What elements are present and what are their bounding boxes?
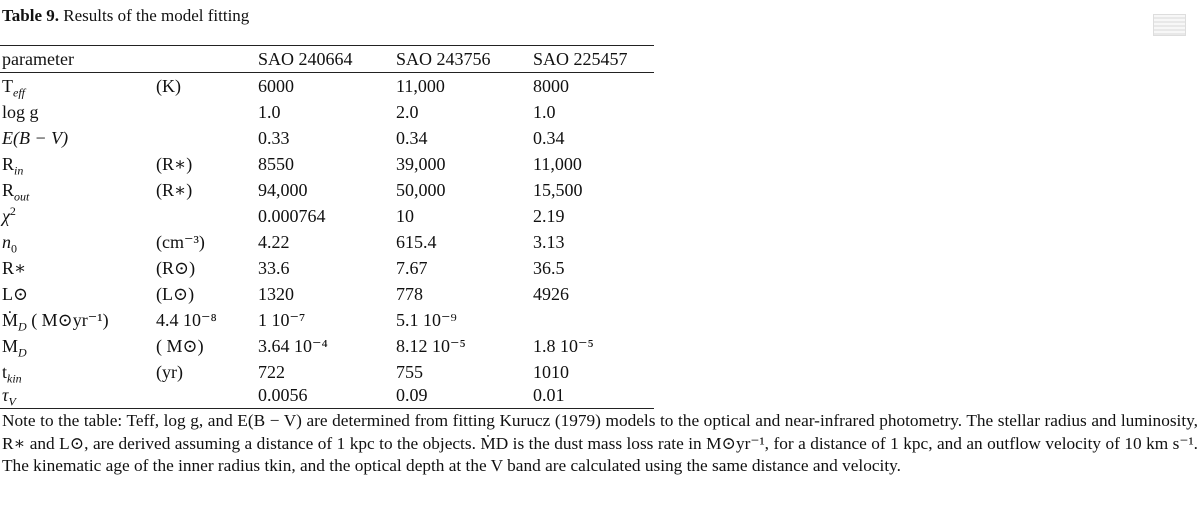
value-cell: 11,000	[533, 154, 582, 174]
table-row	[0, 99, 660, 125]
param-cell: L⊙	[2, 284, 29, 304]
table-row	[0, 151, 660, 177]
value-cell: 0.34	[533, 128, 565, 148]
table-title: Results of the model fitting	[63, 6, 250, 25]
value-cell: 94,000	[258, 180, 308, 200]
param-cell: $M_D$	[2, 336, 27, 360]
unit-cell: (cm⁻³)	[156, 232, 205, 252]
value-cell: 2.19	[533, 206, 565, 226]
value-cell: 2.0	[396, 102, 419, 122]
bottom-rule	[0, 408, 654, 409]
value-cell: 10	[396, 206, 414, 226]
table-row	[0, 203, 660, 229]
value-cell: 0.01	[533, 385, 565, 405]
value-cell: 778	[396, 284, 423, 304]
table-row	[0, 125, 660, 151]
value-cell: 615.4	[396, 232, 437, 252]
table-row	[0, 177, 660, 203]
value-cell: 15,500	[533, 180, 583, 200]
header-sao-225457: SAO 225457	[533, 49, 628, 69]
value-cell: 722	[258, 362, 285, 382]
unit-cell: (K)	[156, 76, 181, 96]
table-row	[0, 229, 660, 255]
header-sao-243756: SAO 243756	[396, 49, 491, 69]
value-cell: 3.64 10⁻⁴	[258, 336, 328, 356]
header-sao-240664: SAO 240664	[258, 49, 353, 69]
unit-cell: ( M⊙)	[156, 336, 204, 356]
value-cell: 8.12 10⁻⁵	[396, 336, 466, 356]
unit-cell: 4.4 10⁻⁸	[156, 310, 217, 330]
table-row	[0, 255, 660, 281]
table-note: Note to the table: Teff, log g, and E(B − V) are determined from fitting Kurucz (1979) models to the optical and near-infrared photometry. The stellar radius and luminosity, R∗ and L⊙, are derived assuming a distance of 1 kpc to the objects. ṀD is the dust mass loss rate in M⊙yr⁻¹, for a distance of 1 kpc, and an outflow velocity of 10 km s⁻¹. The kinematic age of the inner radius tkin, and the optical depth at the V band are calculated using the same distance and velocity.	[2, 411, 1198, 475]
table-caption	[2, 6, 249, 26]
value-cell: 8550	[258, 154, 294, 174]
value-cell: 7.67	[396, 258, 428, 278]
param-cell: $\chi^2$	[2, 204, 16, 226]
value-cell: 1.8 10⁻⁵	[533, 336, 594, 356]
param-cell: $R_{out}$	[2, 180, 30, 204]
param-cell: $n_0$	[2, 232, 17, 256]
param-cell: $T_{eff}$	[2, 76, 25, 100]
param-cell: R∗	[2, 258, 27, 278]
value-cell: 11,000	[396, 76, 445, 96]
param-cell: $t_{kin}$	[2, 362, 22, 386]
value-cell: 36.5	[533, 258, 565, 278]
unit-cell: (L⊙)	[156, 284, 195, 304]
value-cell: 4.22	[258, 232, 290, 252]
scan-mark	[1153, 14, 1186, 36]
value-cell: 0.34	[396, 128, 428, 148]
param-cell: Ṁ$_D$ ( M⊙yr⁻¹)	[2, 310, 109, 334]
param-cell: $\tau_V$	[2, 385, 16, 409]
value-cell: 5.1 10⁻⁹	[396, 310, 457, 330]
table-label: Table 9.	[2, 6, 60, 25]
value-cell: 8000	[533, 76, 569, 96]
value-cell: 0.0056	[258, 385, 308, 405]
value-cell: 50,000	[396, 180, 446, 200]
unit-cell: (R⊙)	[156, 258, 196, 278]
value-cell: 3.13	[533, 232, 565, 252]
value-cell: 0.33	[258, 128, 290, 148]
value-cell: 1320	[258, 284, 294, 304]
value-cell: 39,000	[396, 154, 446, 174]
unit-cell: (R∗)	[156, 154, 193, 174]
table-header-row	[0, 46, 660, 72]
param-cell: log g	[2, 102, 39, 122]
table-row	[0, 333, 660, 359]
value-cell: 1010	[533, 362, 569, 382]
unit-cell: (yr)	[156, 362, 183, 382]
unit-cell: (R∗)	[156, 180, 193, 200]
value-cell: 1.0	[258, 102, 281, 122]
value-cell: 4926	[533, 284, 569, 304]
value-cell: 755	[396, 362, 423, 382]
table-row	[0, 73, 660, 99]
value-cell: 1 10⁻⁷	[258, 310, 306, 330]
table-row	[0, 307, 660, 333]
param-cell: E(B − V)	[2, 128, 69, 148]
value-cell: 0.09	[396, 385, 428, 405]
table-row	[0, 382, 660, 408]
value-cell: 33.6	[258, 258, 290, 278]
value-cell: 1.0	[533, 102, 556, 122]
value-cell: 0.000764	[258, 206, 326, 226]
table-row	[0, 281, 660, 307]
header-parameter: parameter	[2, 49, 74, 69]
param-cell: $R_{in}$	[2, 154, 24, 178]
value-cell: 6000	[258, 76, 294, 96]
